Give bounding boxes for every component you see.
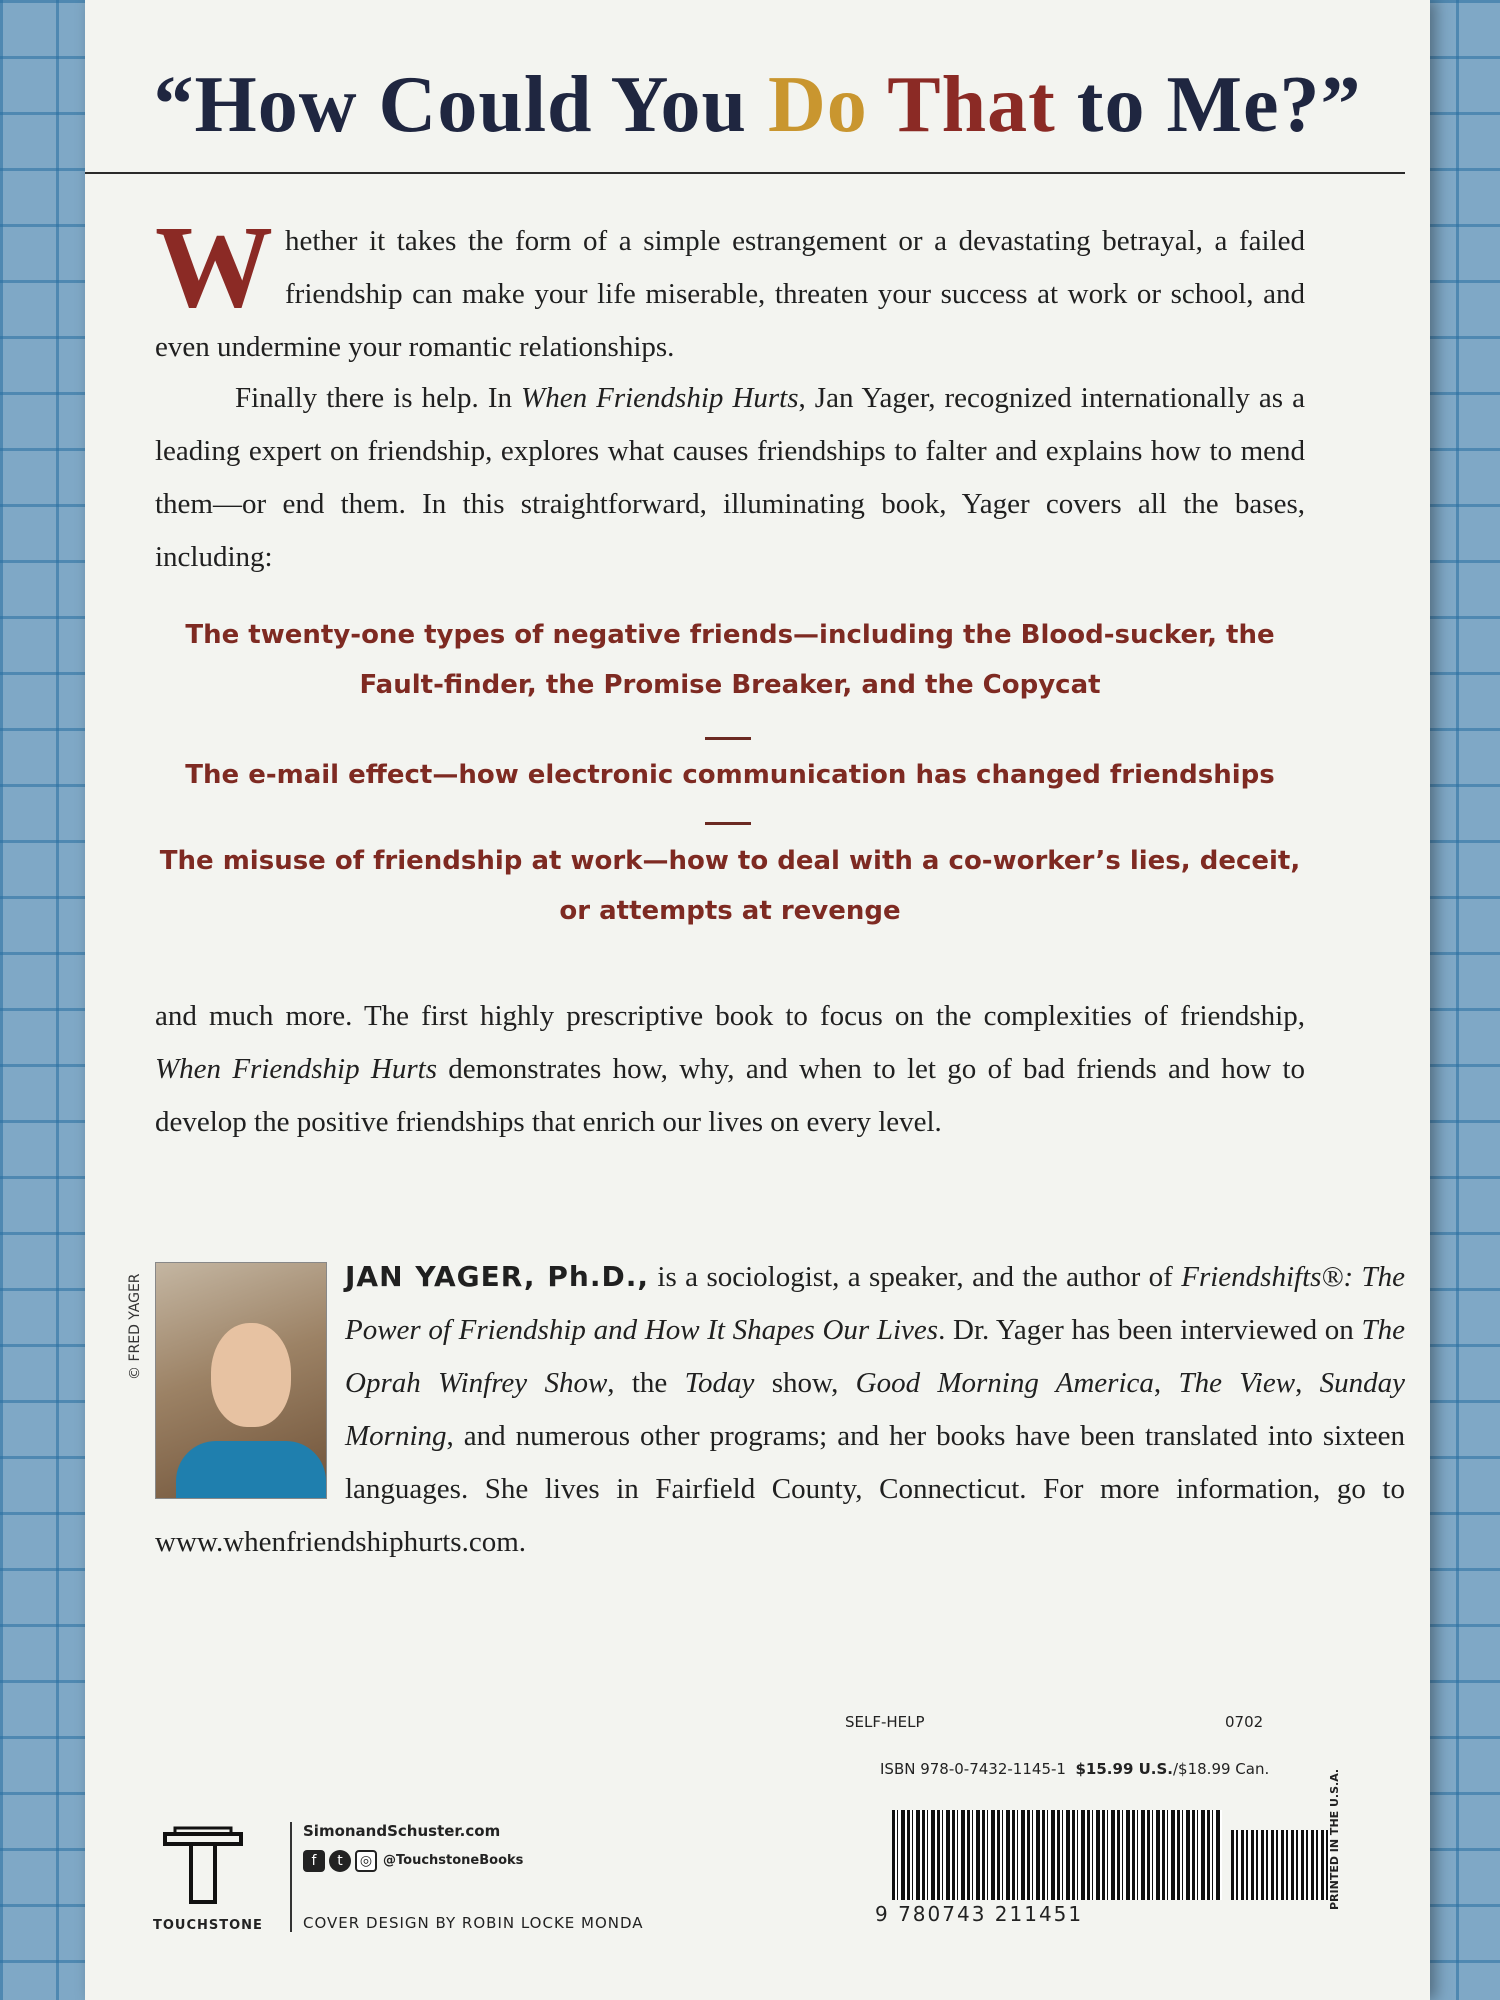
barcode-number: 9 780743 211451 (875, 1902, 1084, 1926)
photo-credit: © FRED YAGER (127, 1273, 143, 1380)
outro-paragraph (155, 990, 1305, 1149)
intro-paragraph-2 (155, 372, 1305, 584)
author-photo (155, 1262, 327, 1499)
feature-divider (705, 822, 751, 825)
headline-rule (85, 172, 1405, 174)
feature-divider (705, 737, 751, 740)
intro-p1-text: hether it takes the form of a simple estrangement or a devastating betrayal, a failed friendship can make your life miserable, threaten your success at work or school, and even undermine your romantic relationships. (155, 225, 1305, 363)
price-can: /$18.99 Can. (1173, 1760, 1270, 1778)
book-title: When Friendship Hurts (521, 382, 799, 414)
twitter-icon: t (329, 1850, 351, 1872)
intro-p2-b: , Jan Yager, recognized internationally as a leading expert on friendship, explores what causes friendships to falter and explains how to mend them—or end them. In this straightforward, illuminating book, Yager covers all the bases, including: (155, 382, 1305, 573)
isbn: ISBN 978-0-7432-1145-1 (880, 1760, 1066, 1778)
publisher-website: SimonandSchuster.com (303, 1822, 501, 1840)
author-book: Friendshifts®: The Power of Friendship and How It Shapes Our Lives (345, 1261, 1405, 1346)
touchstone-logo-icon (163, 1826, 243, 1906)
headline-do: Do (767, 61, 868, 149)
category-label: SELF-HELP (845, 1713, 925, 1731)
headline-that: That (867, 61, 1056, 149)
social-handle: @TouchstoneBooks (383, 1853, 524, 1868)
intro-p2-a: Finally there is help. In (235, 382, 522, 414)
cover-design-credit: COVER DESIGN BY ROBIN LOCKE MONDA (303, 1914, 644, 1932)
book-title: When Friendship Hurts (155, 1053, 437, 1085)
instagram-icon: ◎ (355, 1850, 377, 1872)
drop-cap: W (155, 201, 273, 332)
headline (85, 60, 1430, 151)
isbn-price (880, 1760, 1269, 1778)
barcode-addon-bars (1231, 1830, 1331, 1900)
author-bio: JAN YAGER, Ph.D., is a sociologist, a speaker, and the author of Friendshifts®: The Power of Friendship and How It Shapes Our Lives. Dr. Yager has been interviewed on The Oprah Winfrey Show, the Today show, Good Morning America, The View, Sunday Morning, and numerous other programs; and her books have been translated into sixteen languages. She lives in Fairfield County, Connecticut. For more information, go to www.whenfriendshiphurts.com. (155, 1260, 1405, 1558)
intro-paragraph-1 (155, 201, 1305, 374)
logo-divider (290, 1822, 292, 1932)
price-us: $15.99 U.S. (1075, 1760, 1173, 1778)
outro-a: and much more. The first highly prescriptive book to focus on the complexities of friendship, (155, 1000, 1305, 1032)
outro-b: demonstrates how, why, and when to let go of bad friends and how to develop the positive friendships that enrich our lives on every level. (155, 1053, 1306, 1138)
headline-part-1: “How Could You (153, 61, 768, 149)
publisher-name: TOUCHSTONE (153, 1918, 263, 1933)
book-back-cover (85, 0, 1430, 2000)
printed-in-usa: PRINTED IN THE U.S.A. (1328, 1768, 1341, 1910)
facebook-icon: f (303, 1850, 325, 1872)
category-code: 0702 (1225, 1713, 1264, 1731)
author-name: JAN YAGER, Ph.D., (345, 1260, 650, 1293)
feature-1: The twenty-one types of negative friends—including the Blood-sucker, the Fault-finder, the Promise Breaker, and the Copycat (185, 620, 1275, 700)
headline-part-2: to Me?” (1055, 61, 1362, 149)
barcode (892, 1810, 1222, 1900)
feature-3: The misuse of friendship at work—how to deal with a co-worker’s lies, deceit, or attempts at revenge (159, 846, 1301, 926)
feature-2: The e-mail effect—how electronic communication has changed friendships (185, 760, 1275, 790)
